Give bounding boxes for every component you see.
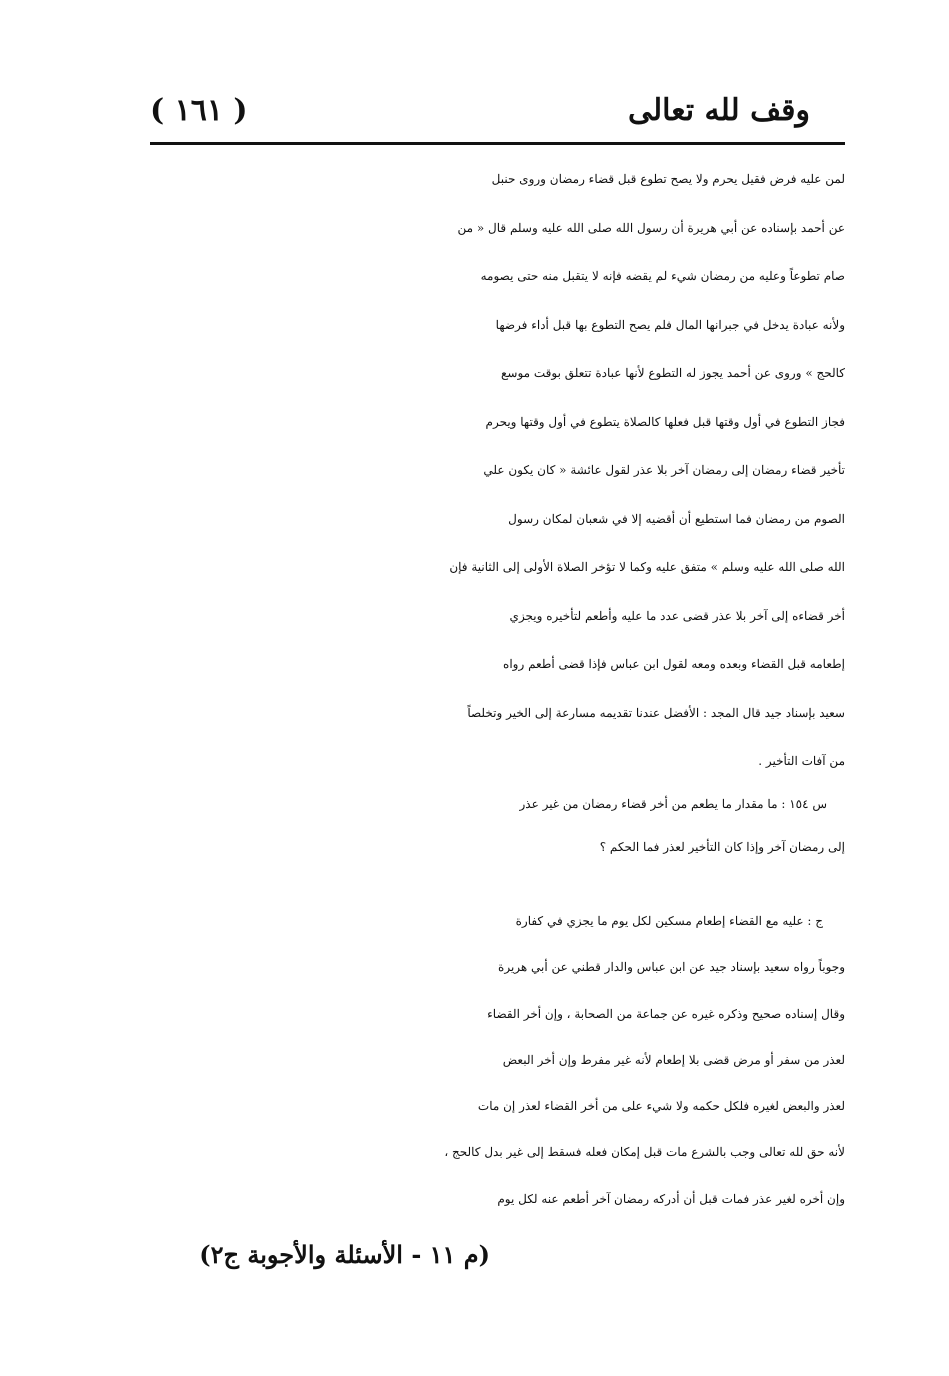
body-line: لمن عليه فرض فقيل يحرم ولا يصح تطوع قبل قضاء رمضان وروى حنبل — [491, 172, 845, 186]
answer-line: وإن أخره لغير عذر فمات قبل أن أدركه رمضان آخر أطعم عنه لكل يوم — [497, 1191, 845, 1206]
body-line: إطعامه قبل القضاء وبعده ومعه لقول ابن عباس فإذا قضى أطعم رواه — [503, 657, 845, 671]
answer-line: لعذر من سفر أو مرض قضى بلا إطعام لأنه غير مفرط وإن أخر البعض — [502, 1052, 845, 1067]
page-number: ( ١٦١ ) — [150, 92, 248, 128]
body-line: سعيد بإسناد جيد قال المجد : الأفضل عندنا تقديمه مسارعة إلى الخير وتخلصاً — [467, 705, 845, 720]
body-line: الله صلى الله عليه وسلم » متفق عليه وكما لا تؤخر الصلاة الأولى إلى الثانية فإن — [449, 560, 845, 574]
answer-line: لأنه حق لله تعالى وجب بالشرع مات قبل إمكان فعله فسقط إلى غير بدل كالحج ، — [444, 1145, 845, 1160]
body-line: فجاز التطوع في أول وقتها قبل فعلها كالصلاة يتطوع في أول وقتها ويحرم — [485, 414, 845, 429]
question-line: س ١٥٤ : ما مقدار ما يطعم من أخر قضاء رمضان من غير عذر — [519, 797, 827, 811]
header-rule — [150, 142, 845, 145]
body-line: كالحج » وروى عن أحمد يجوز له التطوع لأنها عبادة تتعلق بوقت موسع — [501, 366, 845, 380]
body-line: ولأنه عبادة يدخل في جبرانها المال فلم يصح التطوع بها قبل أداء فرضها — [495, 317, 845, 332]
answer-paragraph — [150, 898, 845, 1222]
running-title: وقف لله تعالى — [627, 92, 810, 128]
answer-line: وجوباً رواه سعيد بإسناد جيد عن ابن عباس والدار قطني عن أبي هريرة — [498, 960, 845, 975]
question-paragraph — [150, 783, 845, 869]
body-line: تأخير قضاء رمضان إلى رمضان آخر بلا عذر لقول عائشة « كان يكون علي — [483, 463, 845, 477]
body-line: الصوم من رمضان فما استطيع أن أقضيه إلا في شعبان لمكان رسول — [508, 511, 845, 526]
page-header — [150, 86, 810, 134]
answer-line: وقال إسناده صحيح وذكره غيره عن جماعة من الصحابة ، وإن أخر القضاء — [487, 1006, 845, 1021]
question-line: إلى رمضان آخر وإذا كان التأخير لعذر فما الحكم ؟ — [599, 840, 845, 854]
body-line: من آفات التأخير . — [758, 754, 845, 768]
body-line: أخر قضاءه إلى آخر بلا عذر قضى عدد ما عليه وأطعم لتأخيره ويجزي — [509, 608, 845, 623]
body-line: صام تطوعاً وعليه من رمضان شيء لم يقضه فإنه لا يتقبل منه حتى يصومه — [480, 269, 845, 283]
page-footer: (م ١١ - الأسئلة والأجوبة ج٢) — [199, 1240, 490, 1269]
body-paragraph — [150, 155, 845, 786]
answer-line: ج : عليه مع القضاء إطعام مسكين لكل يوم ما يجزي في كفارة — [515, 914, 823, 928]
body-line: عن أحمد بإسناده عن أبي هريرة أن رسول الله صلى الله عليه وسلم قال « من — [457, 220, 845, 235]
answer-line: لعذر والبعض لغيره فلكل حكمه ولا شيء على من أخر القضاء لعذر إن مات — [477, 1099, 845, 1114]
